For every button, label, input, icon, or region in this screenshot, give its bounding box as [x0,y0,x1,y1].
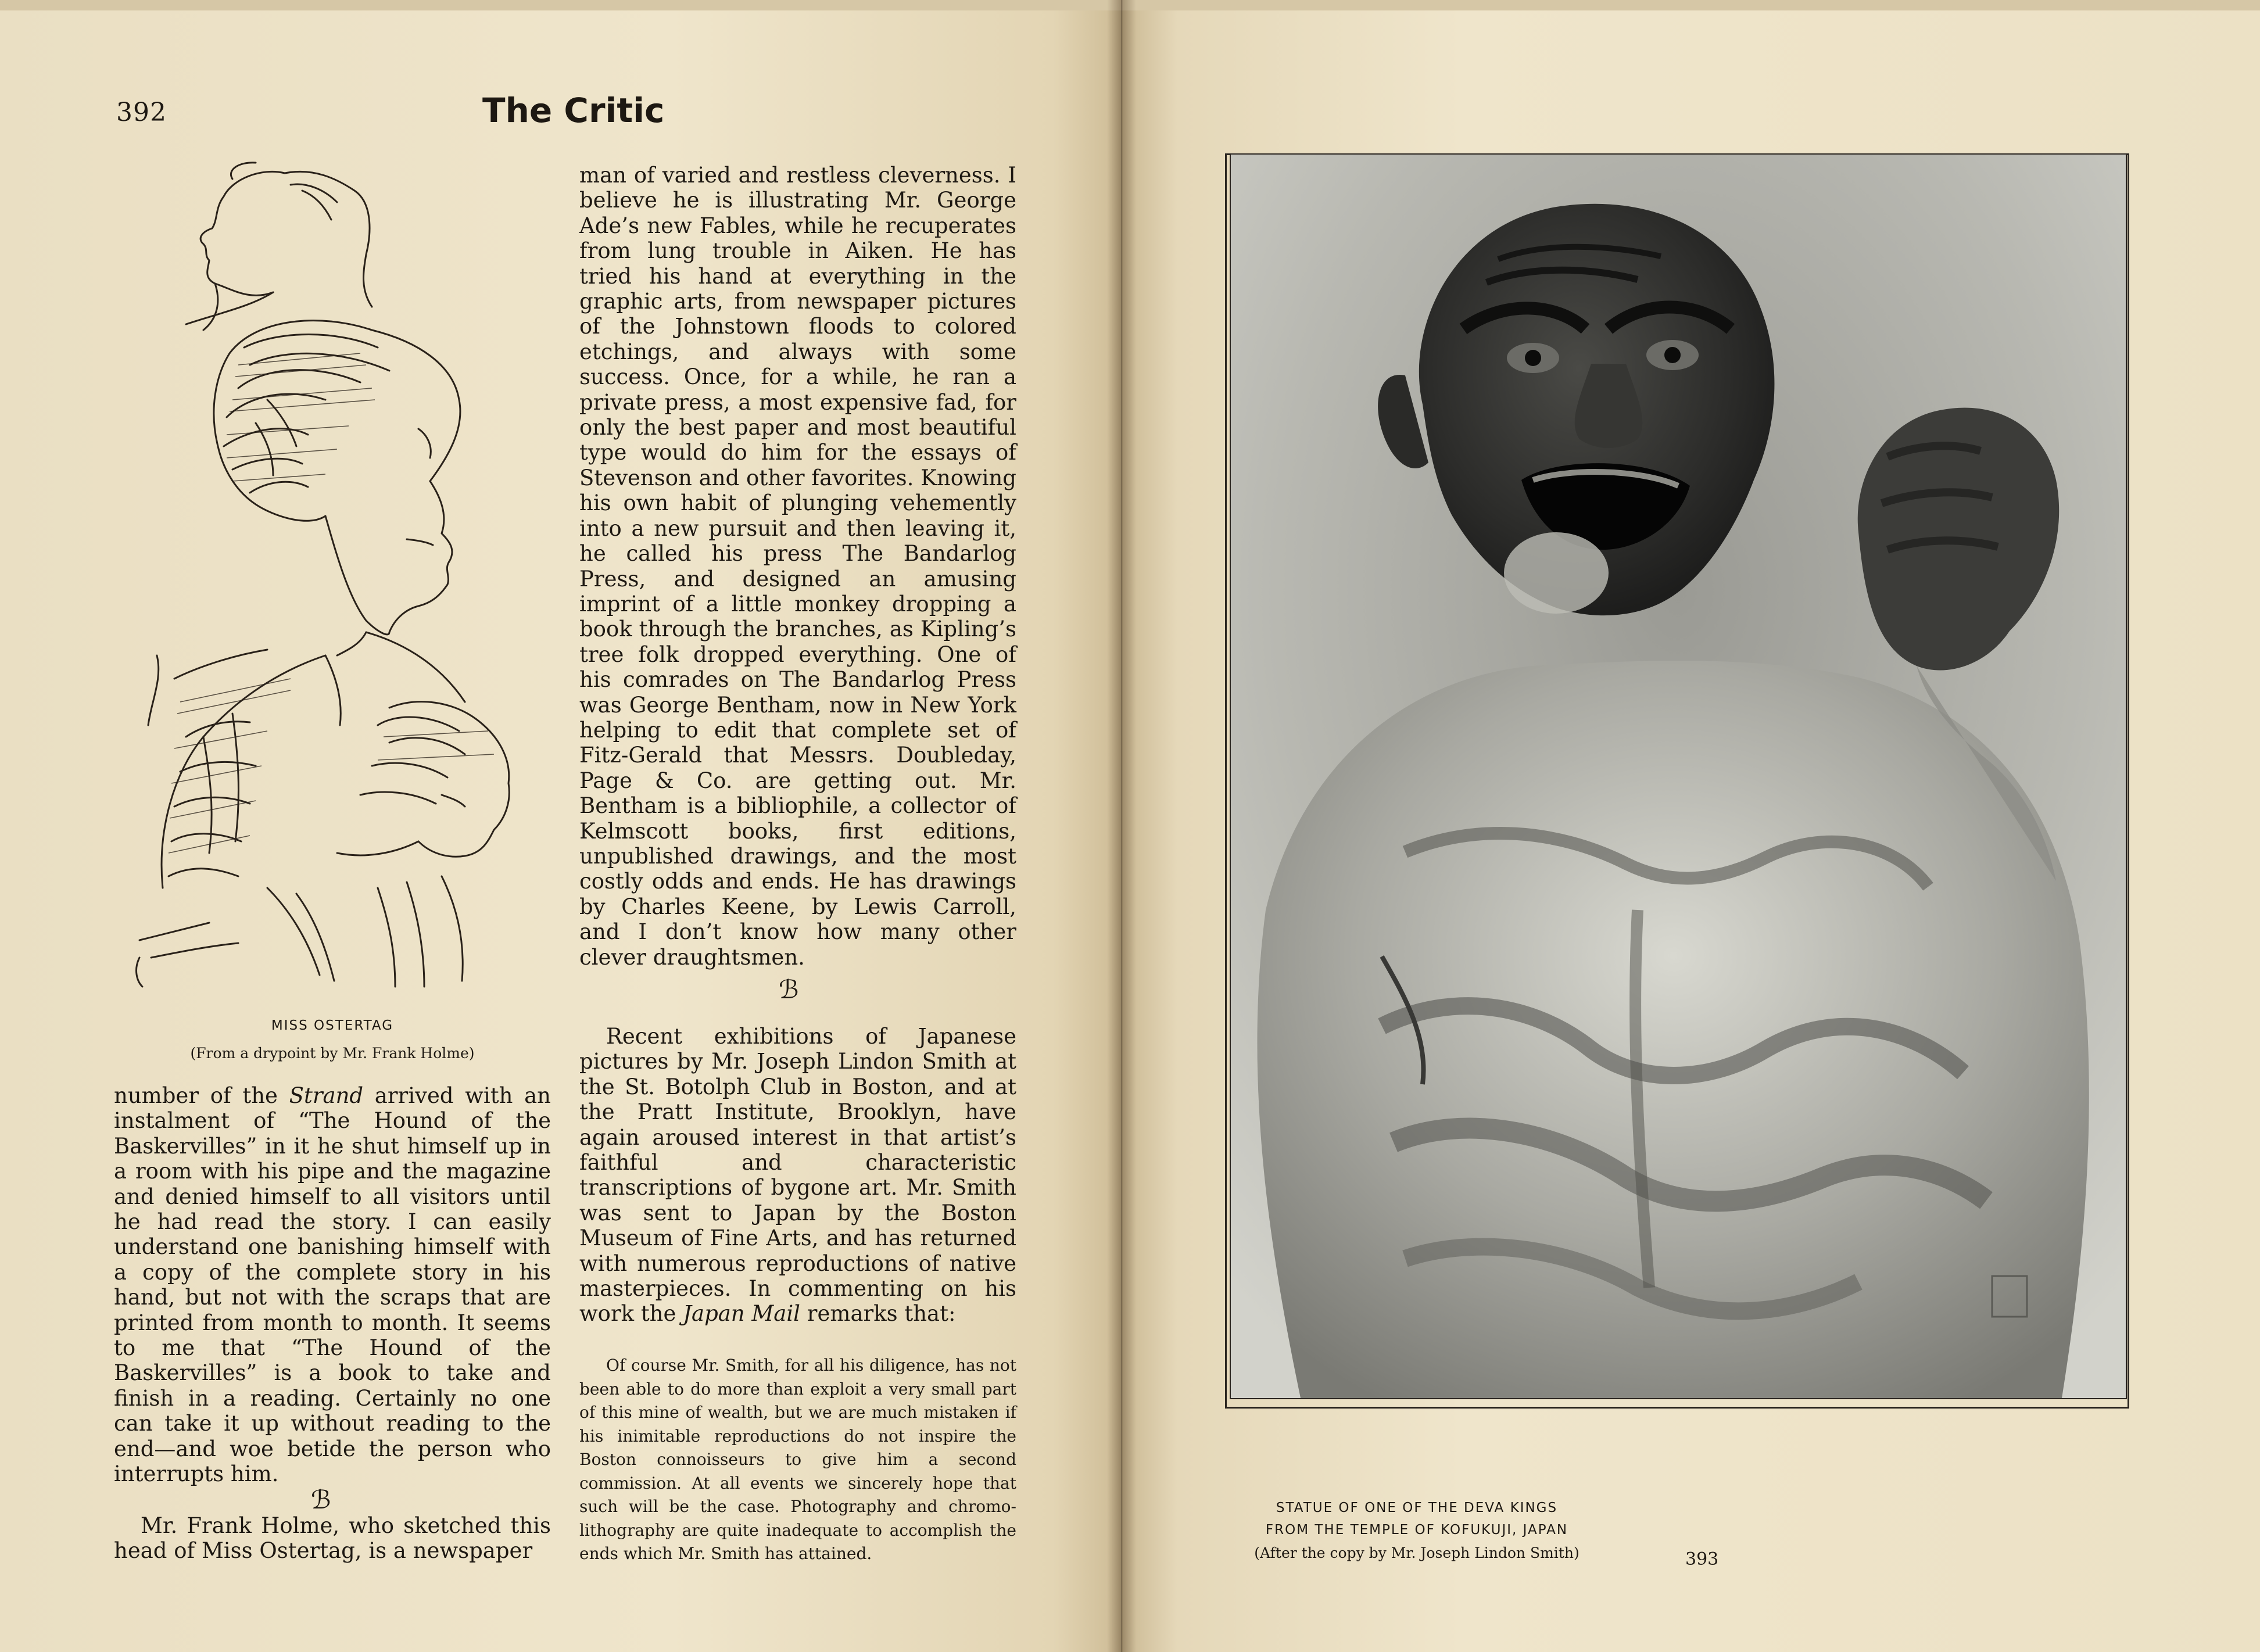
illustration-credit: (From a drypoint by Mr. Frank Holme) [190,1045,475,1062]
deva-king-statue-photograph [1230,153,2127,1399]
left-page [0,10,1120,1652]
paragraph: Mr. Frank Holme, who sketched this head of Miss Ostertag, is a newspaper [114,1513,551,1564]
paragraph-text: remarks that: [800,1301,956,1327]
paragraph-text: number of the [114,1083,289,1108]
article-column-right-mid [579,1024,1016,1327]
right-page [1120,10,2260,1652]
paragraph-text: Recent exhibitions of Japanese pictures by Mr. Joseph Lindon Smith at the St. Botolph Club in Boston, and at the Pratt Institute, Brooklyn, have again aroused interest in that artist’s faithful and characteristic transcriptions of bygone art. Mr. Smith was sent to Japan by the Boston Museum of Fine Arts, and has returned with numerous reproductions of native masterpieces. In commenting on his work the [579,1024,1016,1327]
italic-title: Japan Mail [683,1301,801,1327]
paragraph: man of varied and restless cleverness. I believe he is illustrating Mr. George Ade’s new Fables, while he recuperates from lung trouble in Aiken. He has tried his hand at everything in the graphic arts, from newspaper pictures of the Johnstown floods to colored etchings, and always with some success. Once, for a while, he ran a private press, a most expensive fad, for only the best paper and most beautiful type would do him for the essays of Stevenson and other favorites. Knowing his own habit of plunging vehemently into a new pursuit and then leaving it, he called his press The Bandarlog Press, and designed an amusing imprint of a little monkey dropping a book through the branches, as Kipling’s tree folk dropped everything. One of his comrades on The Bandarlog Press was George Bentham, now in New York helping to edit that complete set of Fitz-Gerald that Messrs. Doubleday, Page & Co. are getting out. Mr. Bentham is a bibliophile, a collector of Kelmscott books, first editions, unpublished drawings, and the most costly odds and ends. He has drawings by Charles Keene, by Lewis Carroll, and I don’t know how many other clever draughtsmen. [579,163,1016,970]
plate-caption-line2: FROM THE TEMPLE OF KOFUKUJI, JAPAN [1265,1522,1568,1538]
plate-caption-line1: STATUE OF ONE OF THE DEVA KINGS [1276,1500,1558,1515]
section-ornament: ℬ [779,975,799,1005]
plate-credit: (After the copy by Mr. Joseph Lindon Smith) [1254,1545,1580,1561]
illustration-title: MISS OSTERTAG [271,1018,394,1033]
running-head: The Critic [482,91,665,130]
quotation-text: Of course Mr. Smith, for all his diligence, has not been able to do more than exploit a very small part of this mine of wealth, but we are much mistaken if his inimitable reproductions do not inspire the Boston connoisseurs to give him a second commission. At all events we sincerely hope that such will be the case. Photography and chromo-lithography are quite inadequate to accomplish the ends which Mr. Smith has attained. [579,1356,1016,1563]
paragraph [114,1083,551,1487]
drypoint-sketch-illustration [116,156,546,992]
article-column-left-holme [114,1513,551,1564]
section-ornament: ℬ [311,1485,331,1515]
block-quotation [579,1354,1016,1566]
statue-image [1231,155,2126,1398]
paragraph [579,1024,1016,1327]
page-number-right: 393 [1685,1549,1719,1569]
book-gutter [1107,0,1136,1652]
italic-title: Strand [289,1083,364,1108]
paragraph-text: arrived with an instalment of “The Hound of the Baskervilles” in it he shut himself up in a room with his pipe and the magazine and denied himself to all visitors until he had read the story. I can easily understand one banishing himself with a copy of the complete story in his hand, but not with the scraps that are printed from month to month. It seems to me that “The Hound of the Baskervilles” is a book to take and finish in a reading. Certainly no one can take it up without reading to the end—and woe betide the person who interrupts him. [114,1083,551,1487]
page-number-left: 392 [116,98,167,127]
article-column-right-top [579,163,1016,970]
article-column-left-bottom [114,1083,551,1487]
